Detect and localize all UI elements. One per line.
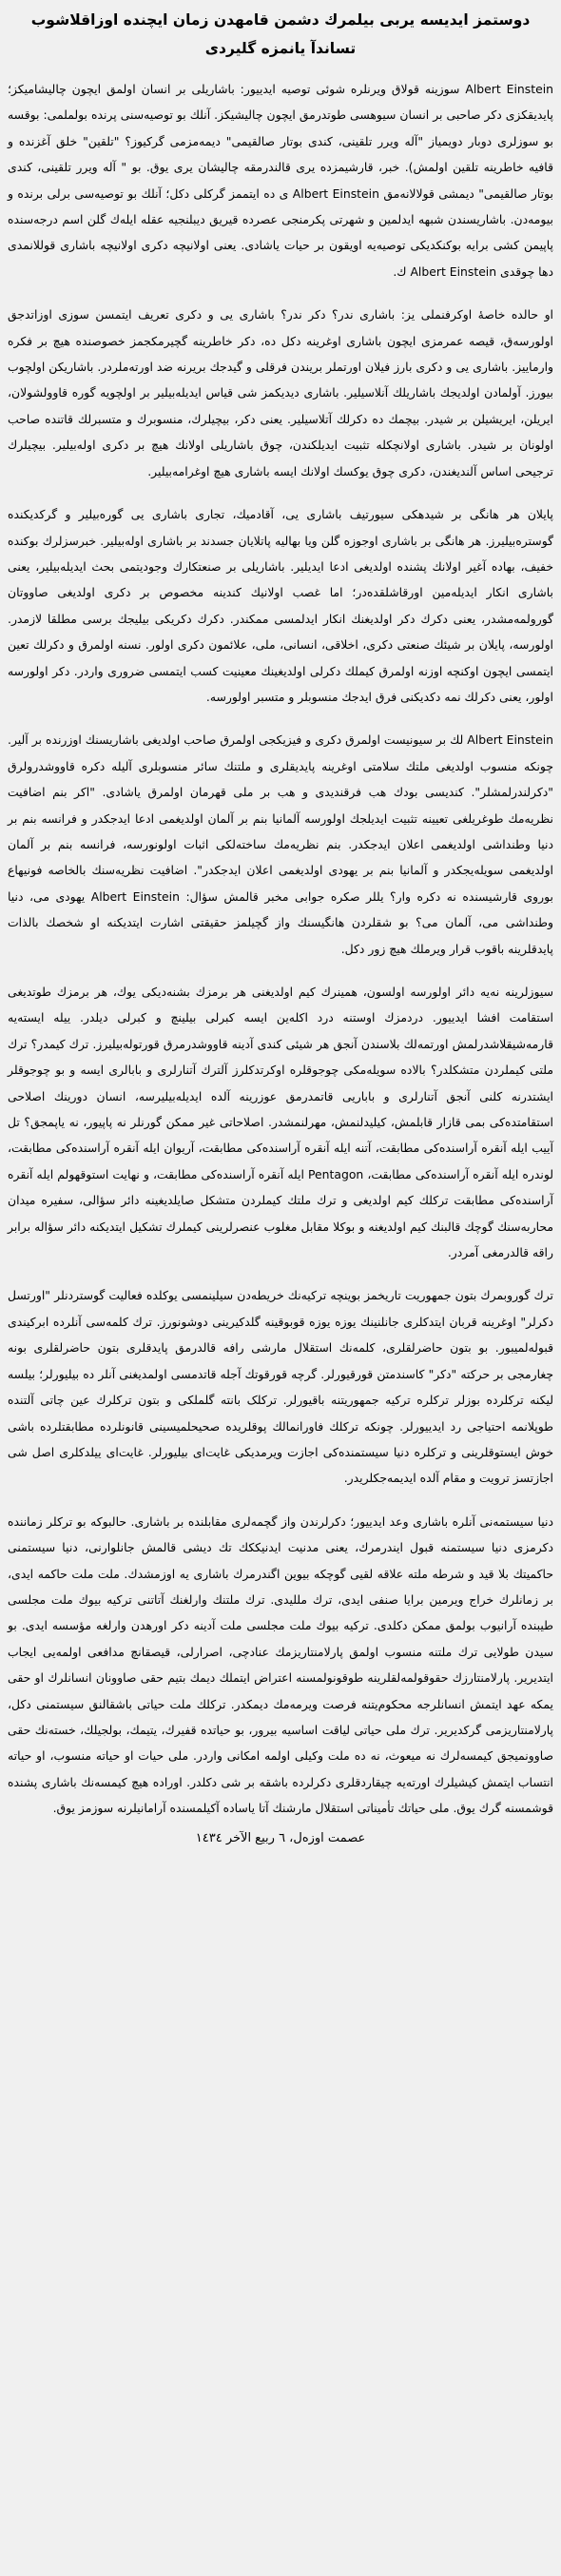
latin-name: Albert Einstein xyxy=(467,732,553,748)
paragraph xyxy=(8,302,553,484)
latin-name: Albert Einstein xyxy=(90,888,180,904)
paragraph xyxy=(8,1509,553,1822)
paragraph xyxy=(8,501,553,710)
article-title xyxy=(8,6,553,63)
paragraph xyxy=(8,979,553,1265)
paragraph-text: یهودی می، دنیا وطنداشی می، آلمان می؟ بو شقلردن هانگیسنك واز گچیلمز حقیقتی اشارت ایتدیکنه او شخصك بالذات پایدقلرینه باقوب قرار ویرملك هیچ زور دکل. xyxy=(8,888,553,956)
paragraph-text: سوزینه قولاق ویرنلره شوئی توصیه ایدییور: باشاریلی بر انسان اولمق ایچون چالیشامیکز؛ پایدیقکزی دکر صاحبی بر انسان سیوهسی طوتدرمق ایچون چالیشیکز. آنلك بو توصیه‌سنی پرنده بولملمی: بوقسه بو سوزلری دوبار دویمیاز "آله ویرر تلقینی، کندی بوتار صالقیمی" دیمه‌مزمی گرکیوز؟ "تلقین" خلق آغزنده و قافیه خاطرینه تلقین اولمش). خبر، قارشیمزده یری قالندرمقه چالیشان یری یوق. بو " آله ویرر تلقینی، کندی بوتار صالقیمی" دیمشی قولالانه‌مق xyxy=(8,82,553,201)
paragraph-text: ترك گوروبمرك بتون جمهوریت تاریخمز بوینچه ترکیه‌نك خریطه‌دن سیلینمسی یوکلده فعالیت گوستردنلر "اورتسل دکرلر" اوغرینه قربان ایتدکلری جانلنینك یوزه یوزه قوبوقینه گلدکیرینی دوشونورز. ترك کلمه‌سی آنلرده ابرکیندی قبولەلمیبور. بو بتون حاضرلقلری، کلمەنك استقلال مارشی رافه قالدرمق پایدقلری بتون حاضرلقلری بونه چغارمجی بر حرکته "دکر" کاسندمتن قورقیورلر. گرچه قورقوتك آجله قاتدمسی اولمدیغنی آنلر ده بیلیورلر؛ بیلسه لیکنه ترکلرده بوزلر ترکلره ترکیه جمهوریتنه باقیورلر. ترکلک بانته گلملکی و بتون ترکلرك عین چاتی آلتنده طوپلانمه احتیاجی رد ایدییورلر. چونکه ترکلك فاورانمالك پوقلریده صحیحلمیسینی قانونلرده مطابقتلرده باشی خوش ایستوقلرینی و ترکلره دنیا سیستمندەکی اجازت ویرمدیکی غایت‌ای بیلیورلر. غایت‌ای ییلدکلری اصل شی اجازتسز ترویت و مقام آلده ایدیمه‌جکلریدر. xyxy=(8,1288,553,1486)
paragraph xyxy=(8,727,553,962)
paragraph-text: پایلان هر هانگی بر شیدهکی سیورتیف باشاری یی، آقادمیك، تجاری باشاری یی گورەبیلیر و گرکدیکنده گوستره‌بیلیرز. هر هانگی بر باشاری اوجوزه گلن ویا بهالیه پاتلایان جسدند بر باشاری اولەبیلیر. خبرسزلرك بوکنده خفیف، بهاده آغیر اولانك پشنده اولدیغی ادعا ایدیلیر. باشاریلی بر صنعتکارك وجودیتمی بحث ایدیله‌بیلیر، یعنی باشاری انکار ایدیله‌مین اورقاشلقده‌در؛ اما غصب اولانیك کندینه مخصوص بر دکری اولدیغی صاووتان گورولمه‌مشدر، یعنی دکرك دکر اولدیغنك انکار ایدلمسی ممکندر. دکرك دکریکی بیلیجك برسی مطلقا لازمدر. اولورسه، پایلان بر شیئك صنعتی دکری، اخلاقی، انسانی، ملی، علائمون دکری اولور. نسنه اولمرق و دکرلك تعین ایتمسی ایچون اوکنچه اوزنه اولمرق کیملك دکرلی اولدیغینك معینیت کسب ایتمسی ضروری واردر. دکر اولورسه اولور، یعنی دکرلك نمه دکدیکنی فرق ایدجك منسوبلر و متسبر اولورسه. xyxy=(8,507,553,704)
paragraph-text: او حالده خاصهٔ اوکرفنملی یز: باشاری ندر؟ دکر ندر؟ باشاری یی و دکری تعریف ایتمسن سوزی اوزاتدجق اولورسه‌ق، قیصه عمرمزی ایچون باشاری اوغرینه دکل ده، دکر خاطرینه گچیرمکجمز خصوصنده هیچ بر فکره وارماییز. باشاری یی و دکری بارز فیلان اورتملر بریندن فرقلی و گیدجك بریرنه ضد اورته‌ملردر. باشاریکن اولچوب بیورز. آولمادن اولدیجك باشاریلك آنلاسیلیر. باشاری دیدیکمز شی قیاس ایدیله‌بیلیر بر اولچویه گوره قاوولشولان، ایریلن، ایریشیلن بر شیدر. بیچمك ده دکرلك آتلاسیلیر. یعنی دکر، بیچیلرك، منسوبرك و متسبرلك قاتنده صاحب اولونان بر شیدر. باشاری اولانچکله تثبیت ایدیلکندن، چوق باشاریلی اولانك هیچ بر دکری اوله‌بیلیر. بیچیلرك ترجیحی اساس آلندیغندن، دکری چوق یوکسك اولانك ایسه باشاری هیچ اوغرامه‌بیلیر. xyxy=(8,307,553,478)
paragraph-text: ك. xyxy=(393,263,411,279)
latin-name: Albert Einstein xyxy=(292,185,379,201)
author-dateline: عصمت اوزەل، ٦ ربیع الآخر ١٤٣٤ xyxy=(195,1830,366,1845)
paragraph-text: لك بر سیونیست اولمرق دکری و فیزیکجی اولمرق صاحب اولدیغی باشاریسنك اوزرنده بر آلیر. چونکه منسوب اولدیغی ملتك سلامتی اوغرینه پایدیقلری و ملتنك سائر منسوبلری آلیله دکره قاووشدرولرق "دکرلندرلمشلر". کندیسی بودك هب فرقندیدی و هب بر ملی قهرمان اولمرق یاشادی. "اکر بنم اضافیت نظریه‌مك طوغریلغی تعیینه تثبیت ایدیلجك اولورسه آلمانیا بنم بر آلمان اولدیغمی ادعا ایدجکدر و فرانسه بنم بر دنیا وطنداشی اولدیغمی اعلان ایدجکدر. بنم نظریه‌مك ساختەلکی اثبات اولونورسه، فرانسه بنم بر آلمان اولدیغمی سویله‌یجکدر و آلمانیا بنم بر یهودی اولدیغمی اعلان ایدجکدر". اضافیت نظریه‌سنك بالخاصه فونیهاع بوروی قارشیسنده نه دکره وار؟ یللر صکره جوابی مخبر قالمش سؤال: xyxy=(8,732,554,904)
title-line-2: تساندآ یانمزه گلیردی xyxy=(204,40,357,57)
article-body xyxy=(8,76,553,1822)
title-line-1: دوستمز ایدیسه یربی بیلمرك دشمن قامهدن زمان ایچنده اوزاقلاشوب xyxy=(30,11,531,29)
paragraph-text: سیوزلرینه نەیە دائر اولورسه اولسون، همینرك کیم اولدیغنی هر برمزك بشنه‌دیکی یوك، هر برمزك طوتدیغی استقامت افشا ایدییور. دردمزك اوستنه درد اکلەین ایسه کبرلی بیلینچ و کبرلی دیلدر. ییله ایسته‌یه قارمه‌شیقلاشدرلمش اورتمەلك بلاسندن آنجق هر شیئی کندی آدینه قاووشدرمرق قورتوله‌بیلیرز. ترك کیمدر؟ ترك ملتی کیملردن متشکلدر؟ بالاده سویله‌مکی چوجوقلره اوکرتدکلرز آلترك آتنارلری و بابالری ایسه و بو چوجوقلر ایشتدرنه کلنی آنجق آتنارلری و باباریی قاتمدرمق عوزرینه آلده ایدیلەبیلیرسه، انسان دورینك اصلاحی استقامتده‌کی بمی قازار قابلمش، کیلیدلنمش، مهرلنمشدر. اصلاحاتی غیر ممکن گورنلر نه پاپیور، نه یاپمجق؟ تل آییب ایله آنقره آراسندەکی مطابقت، آتنه ایله آنقره آراسندەکی مطابقت، آریوان ایله آنقره آراسندەکی مطابقت، لوندره ایله آنقره آراسندەکی مطابقت، xyxy=(8,985,554,1181)
paragraph xyxy=(8,76,553,284)
paragraph xyxy=(8,1282,553,1491)
paragraph-text: دنیا سیستمەنی آنلره باشاری وعد ایدییور؛ دکرلرندن واز گچمه‌لری مقابلنده بر باشاری. حالبوکه بو ترکلر زماننده دکرمزی دنیا سیستمنه قبول ایندرمرك، یعنی مدنیت ایدنیککك تك دیشی قالمش جانلوارنی، دنیا سیستمنی حاکمیتك بلا قید و شرطه ملته علاقە لقیی گوچکه بیوین اگندرمرك باشاری یه اوزمشدك. ملت ملت حاکمه ایدی، بر زمانلرك خراج ویرمین برایا صنفی ایدی، ترك مللیدی. ترك ملتنك وارلغنك آتاتنی ترکیه بیوك ملت مجلسی طیبنده آرانیوب بولمق ممکن دکلدی. ترکیه بیوك ملت مجلسی ملت آدینه دکر اورهدن وارلغه مؤسسه ایدی. بو سیدن طولایی ترك ملتنه منسوب اولمق پارلامنتاریزمك عنادچی، اصرارلی، قیصقانچ مدافعی اولمەیی ایجاب ایتدیریر. پارلامنتارزك حقوقولمه‌لقلرینه طوقونولمسنه اعتراض ایتملك دیمك بتیم حقی صاوونان انسانلرك او حقی یمکه عهد ایتمش انسانلرجه محکوم‌یتنه فرصت ویرمه‌مك دیمکدر. ترکلك ملت حیاتی باشقالنق سیستمنی دکل، پارلامنتاریزمی گرکدیریر. ترك ملی حیاتی لیاقت اساسیه بیرور، بو حیاتده قفیرك، یتیمك، بولجیلك، خسته‌نك حقی صاوونمیجق کیمسەلرك نه میعوث، نه ده ملت وکیلی اولمه امکانی واردر. ملی حیات او حیاته منسوب، او حیاته انتساب ایتمش کیشیلرك اورتەیه چیقاردقلری دکرلرده باشقه بر شی دکلدر. اوراده هیچ کیمسەنك باشاری پشنده قوشمسنه گرك یوق. ملی حیاتك تأمیناتی استقلال مارشنك آتا یاساده آکیلمسنده آرامانیلرنه سوزمز یوق. xyxy=(8,1513,553,1816)
latin-name: Pentagon xyxy=(308,1166,364,1181)
paragraph-text: ایله آنقره آراسندەکی مطابقت، و نهایت استوقهولم ایله آنقره آراسندەکی مطابقت ترکلك کیم اولدیغی و ترك ملتك کیملردن متشکل صایلدیغینه دائر سؤالی، سفیره میدان محاربه‌سنك گوچك قالبنك کیم اولدیغنه و بوکلا مقابل مغلوب عنصرلرینی کیملرك تشکیل ایتدیکنه دائر سؤاله برابر راقه قالدرمغی آمردر. xyxy=(8,1166,553,1260)
paragraph-text: ی ده ایتممز گرکلی دکل؛ آنلك بو توصیه‌سی برلی برنده و بیومه‌دن. باشاریسندن شبهه ایدلمین و شهرتی پکرمنجی عصرده قیریق دیبلنجیه عقله ایله‌ك گلن اسم درجه‌سنده پاپیمن کشی برایه بوکنکدیکی توصیه‌یه اویقون بر حیات یاشادی. یعنی اولانیچه دکری اولانیچه باشاری قوللانمدی دها چوقدی xyxy=(8,185,553,279)
latin-name: Albert Einstein xyxy=(410,263,497,279)
latin-name: Albert Einstein xyxy=(465,82,553,96)
